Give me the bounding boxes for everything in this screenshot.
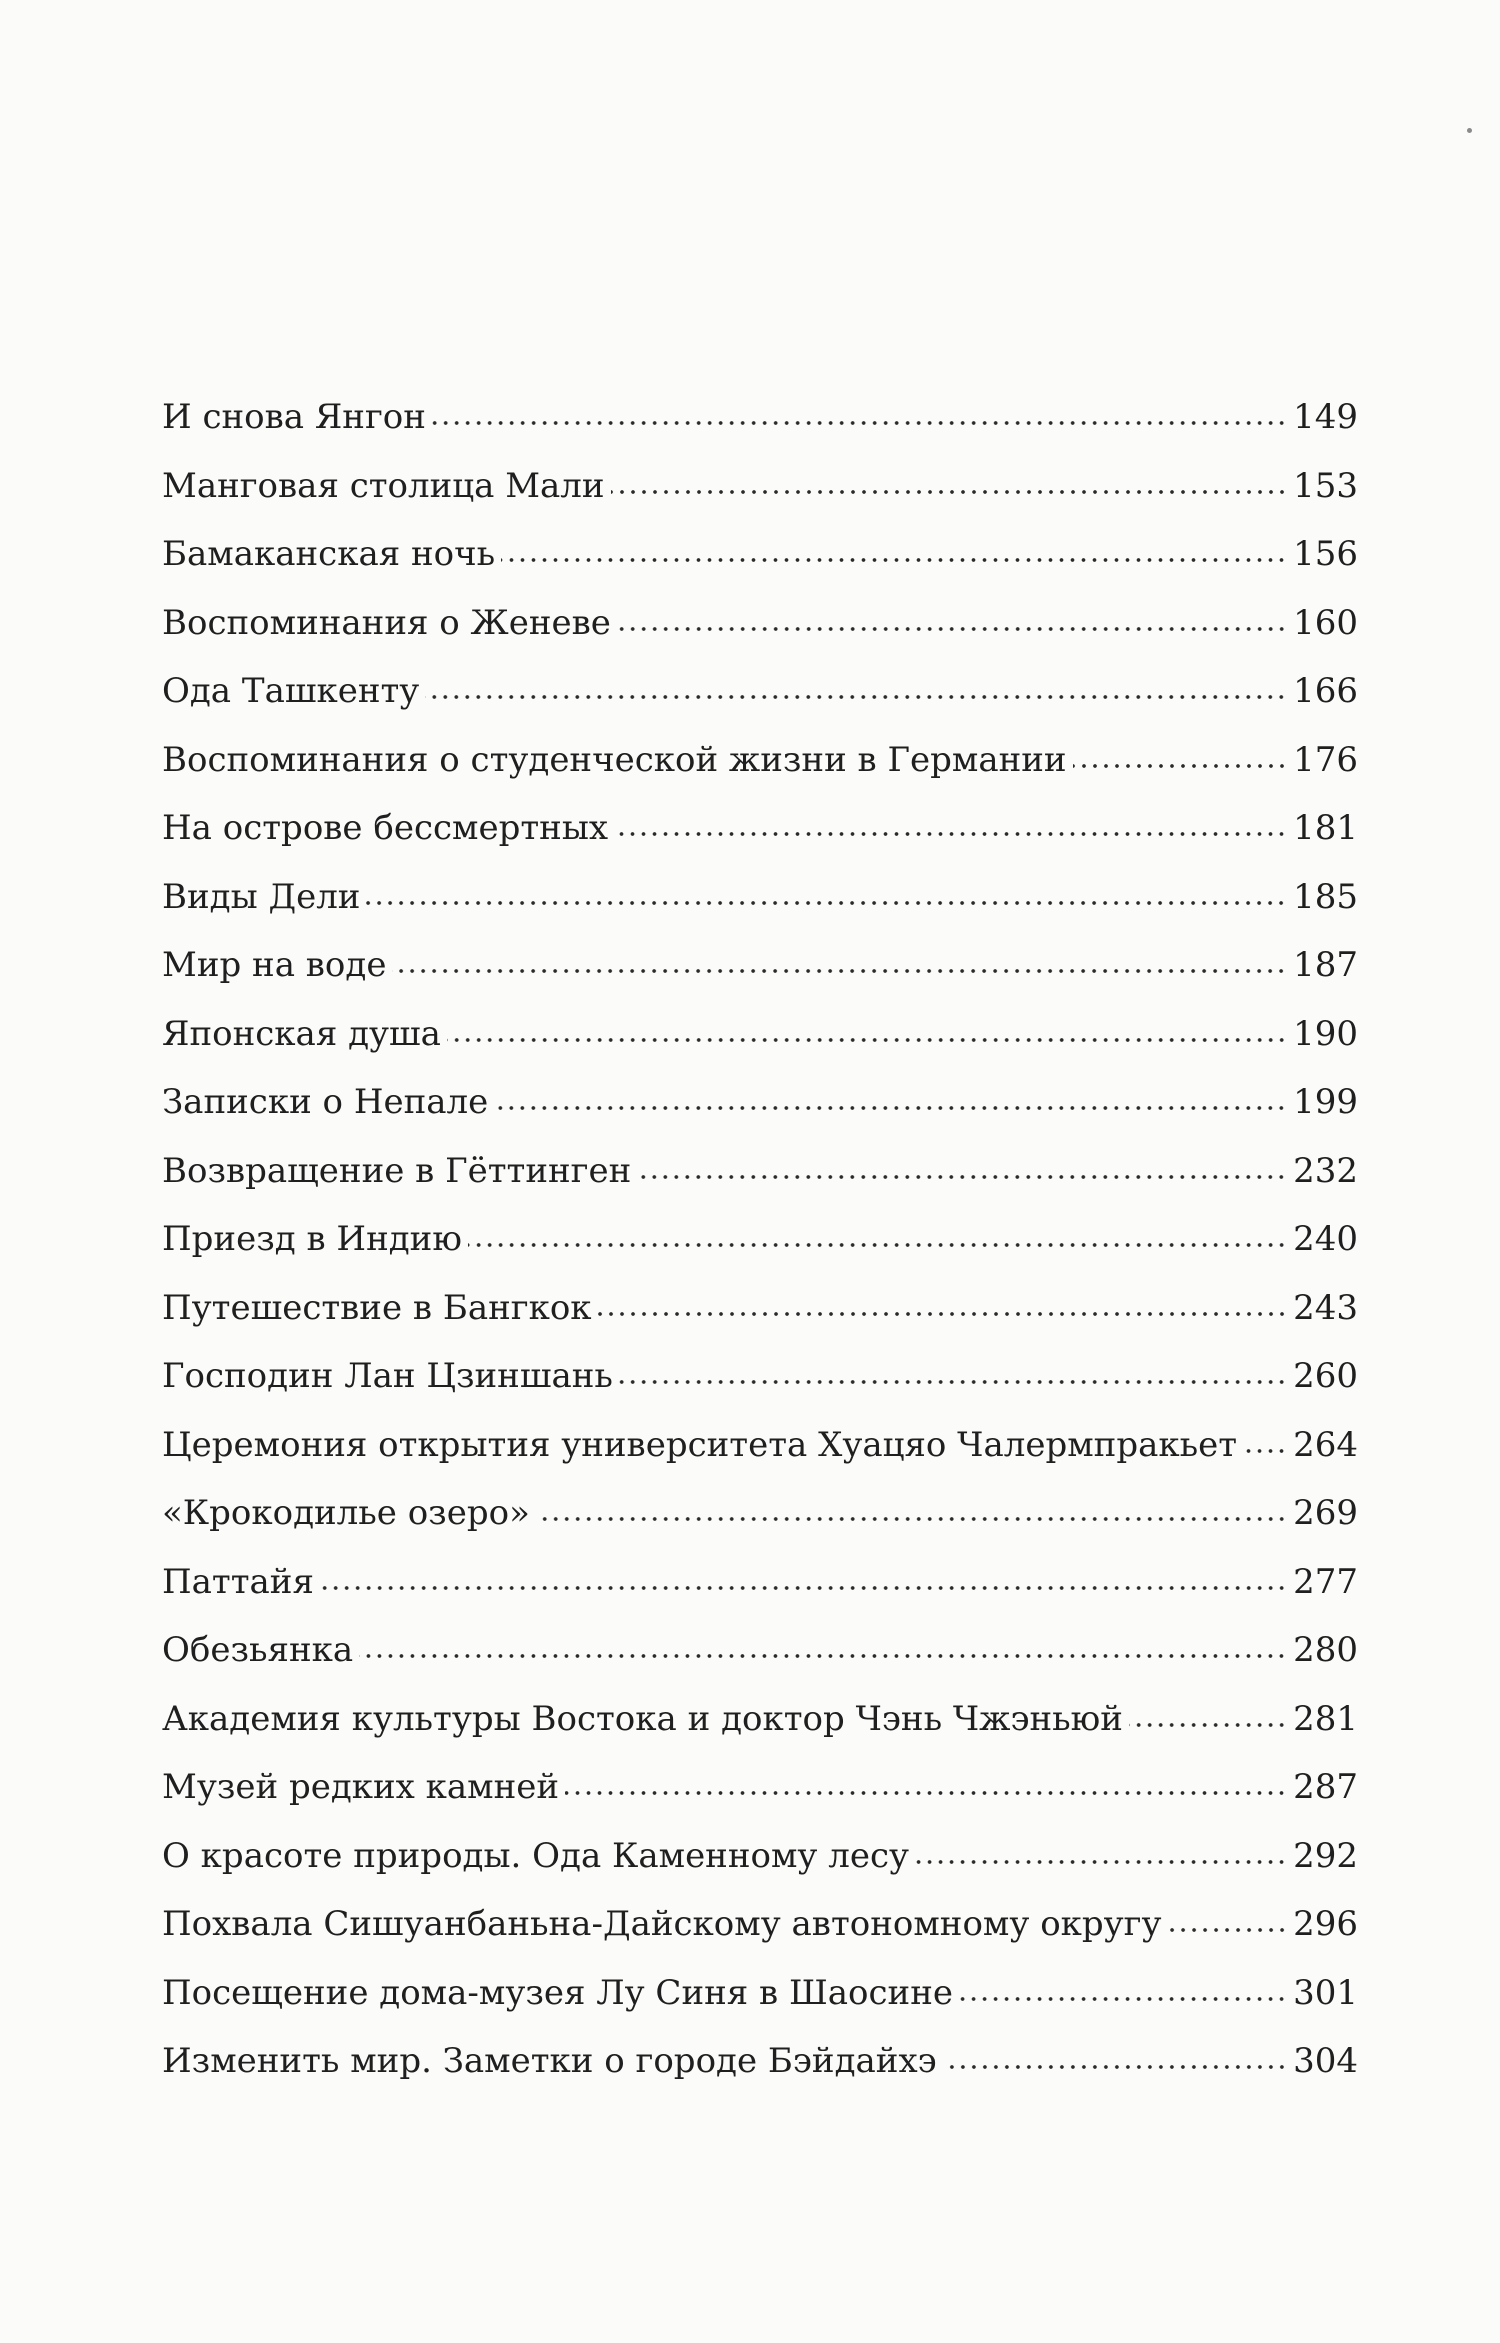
toc-entry-title: Мир на воде: [162, 945, 387, 985]
toc-entry-title: Приезд в Индию: [162, 1219, 462, 1259]
toc-entry-title: Воспоминания о студенческой жизни в Германии: [162, 739, 1067, 780]
dot-leader: [320, 1584, 1287, 1592]
dot-leader: [468, 1241, 1287, 1249]
dot-leader: [1243, 1447, 1287, 1455]
toc-entry: [162, 383, 1358, 452]
toc-entry-title: Путешествие в Бангкок: [162, 1287, 592, 1328]
toc-entry-title: Церемония открытия университета Хуацяо Чалермпракьет: [162, 1424, 1238, 1465]
toc-entry-title: Записки о Непале: [162, 1082, 489, 1122]
toc-entry-title: Академия культуры Востока и доктор Чэнь Чжэньюй: [162, 1698, 1123, 1739]
toc-entry-page: 190: [1293, 1013, 1358, 1054]
toc-entry-title: О красоте природы. Ода Каменному лесу: [162, 1835, 910, 1876]
toc-entry-page: 301: [1293, 1972, 1358, 2013]
toc-entry-page: 260: [1293, 1356, 1358, 1396]
toc-entry-page: 187: [1293, 945, 1358, 985]
dot-leader: [447, 1036, 1287, 1044]
toc-entry: [162, 1000, 1358, 1069]
toc-entry-page: 166: [1293, 671, 1358, 711]
toc-entry: [162, 1479, 1358, 1548]
toc-entry-title: Паттайя: [162, 1561, 314, 1602]
paper-speck: [1467, 128, 1472, 133]
toc-entry-title: На острове бессмертных: [162, 808, 609, 848]
dot-leader: [1168, 1926, 1288, 1934]
toc-entry-page: 149: [1293, 397, 1358, 437]
toc-entry: [162, 657, 1358, 726]
toc-entry: [162, 452, 1358, 521]
toc-entry: [162, 1274, 1358, 1343]
toc-entry-title: Похвала Сишуанбаньна-Дайскому автономному округу: [162, 1904, 1162, 1944]
toc-entry-title: Посещение дома-музея Лу Синя в Шаосине: [162, 1972, 953, 2013]
dot-leader: [943, 2063, 1287, 2071]
toc-entry-title: Возвращение в Гёттинген: [162, 1150, 632, 1191]
toc-entry-page: 280: [1293, 1630, 1358, 1670]
toc-entry: [162, 1205, 1358, 1274]
toc-entry: [162, 1822, 1358, 1891]
toc-entry-title: Японская душа: [162, 1013, 441, 1054]
toc-entry: [162, 1890, 1358, 1959]
toc-entry: [162, 1616, 1358, 1685]
dot-leader: [611, 488, 1288, 496]
toc-entry-page: 287: [1293, 1767, 1358, 1807]
toc-entry-title: Обезьянка: [162, 1630, 354, 1670]
toc-entry-title: Изменить мир. Заметки о городе Бэйдайхэ: [162, 2041, 937, 2081]
dot-leader: [614, 830, 1287, 838]
toc-entry: [162, 863, 1358, 932]
toc-entry-page: 240: [1293, 1219, 1358, 1259]
toc-entry-title: Манговая столица Мали: [162, 465, 605, 506]
toc-entry: [162, 1548, 1358, 1617]
dot-leader: [1129, 1721, 1287, 1729]
toc-entry: [162, 931, 1358, 1000]
toc-entry: [162, 1959, 1358, 2028]
dot-leader: [915, 1858, 1287, 1866]
dot-leader: [501, 556, 1287, 564]
toc-entry-page: 199: [1293, 1082, 1358, 1122]
toc-entry: [162, 2027, 1358, 2096]
dot-leader: [617, 625, 1287, 633]
toc-entry-title: Бамаканская ночь: [162, 534, 496, 574]
toc-entry-page: 153: [1293, 465, 1358, 506]
dot-leader: [432, 419, 1287, 427]
toc-entry: [162, 1411, 1358, 1480]
toc-entry: [162, 1753, 1358, 1822]
toc-entry-title: Господин Лан Цзиншань: [162, 1356, 613, 1396]
dot-leader: [425, 693, 1287, 701]
dot-leader: [565, 1789, 1287, 1797]
toc-entry-title: Воспоминания о Женеве: [162, 602, 611, 643]
toc-entry-page: 296: [1293, 1904, 1358, 1944]
toc-entry-page: 181: [1293, 808, 1358, 848]
dot-leader: [959, 1995, 1287, 2003]
toc-entry: [162, 1137, 1358, 1206]
toc-entry: [162, 1685, 1358, 1754]
dot-leader: [598, 1310, 1288, 1318]
dot-leader: [1073, 762, 1288, 770]
toc-entry: [162, 589, 1358, 658]
toc-entry-page: 304: [1293, 2041, 1358, 2081]
toc-entry-title: И снова Янгон: [162, 397, 426, 437]
dot-leader: [359, 1652, 1287, 1660]
dot-leader: [494, 1104, 1287, 1112]
dot-leader: [366, 899, 1287, 907]
toc-entry-title: Виды Дели: [162, 876, 361, 917]
toc-entry: [162, 726, 1358, 795]
toc-entry-page: 156: [1293, 534, 1358, 574]
table-of-contents: [162, 383, 1358, 2096]
toc-entry-page: 160: [1293, 602, 1358, 643]
toc-entry-title: Ода Ташкенту: [162, 671, 420, 711]
toc-entry-page: 232: [1293, 1150, 1358, 1191]
toc-entry: [162, 794, 1358, 863]
toc-entry-page: 176: [1293, 739, 1358, 780]
toc-entry-page: 292: [1293, 1835, 1358, 1876]
toc-entry-page: 281: [1293, 1698, 1358, 1739]
toc-entry: [162, 520, 1358, 589]
dot-leader: [536, 1515, 1287, 1523]
toc-entry-page: 243: [1293, 1287, 1358, 1328]
dot-leader: [619, 1378, 1287, 1386]
toc-entry-title: Музей редких камней: [162, 1767, 560, 1807]
dot-leader: [392, 967, 1287, 975]
toc-entry-page: 185: [1293, 876, 1358, 917]
toc-entry-title: «Крокодилье озеро»: [162, 1493, 530, 1533]
toc-entry-page: 269: [1293, 1493, 1358, 1533]
toc-entry-page: 277: [1293, 1561, 1358, 1602]
dot-leader: [637, 1173, 1287, 1181]
toc-entry: [162, 1068, 1358, 1137]
toc-entry-page: 264: [1293, 1424, 1358, 1465]
toc-entry: [162, 1342, 1358, 1411]
